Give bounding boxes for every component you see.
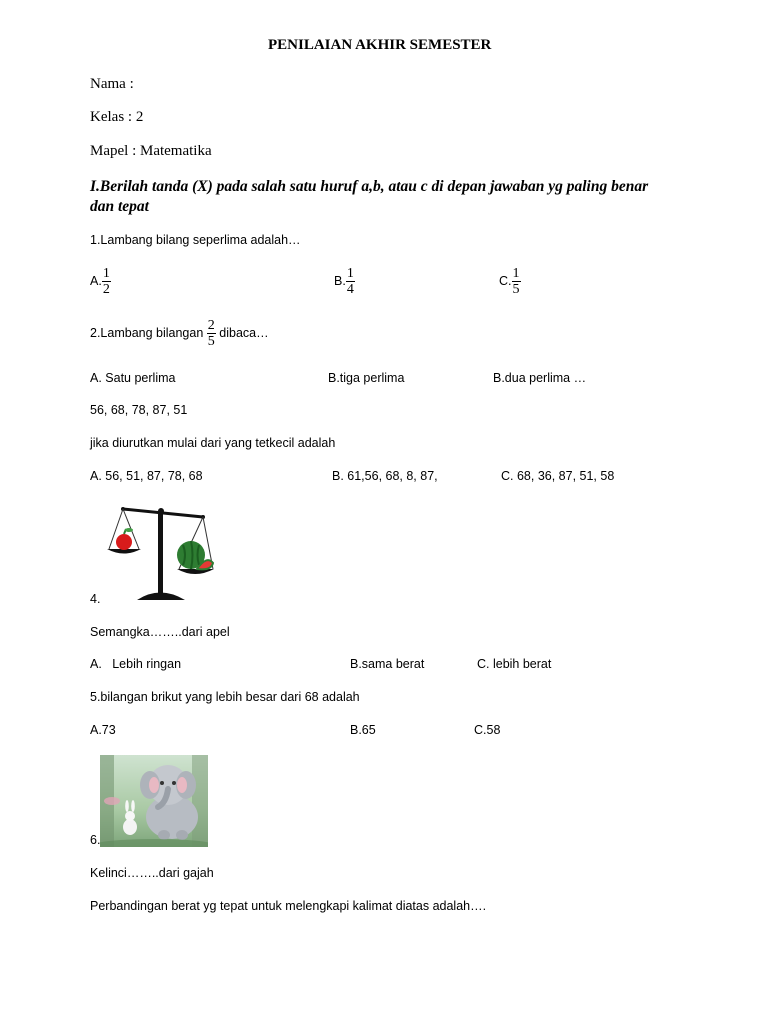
q1-option-a-prefix: A.	[90, 273, 102, 288]
q1-option-b-prefix: B.	[334, 273, 346, 288]
question-4-number: 4.	[90, 592, 101, 606]
fraction-numerator: 1	[102, 266, 110, 281]
fraction-denominator: 2	[102, 282, 110, 297]
fraction	[102, 266, 111, 297]
q3-option-a[interactable]: A. 56, 51, 87, 78, 68	[90, 469, 203, 483]
q5-option-b[interactable]: B.65	[350, 723, 376, 737]
fraction	[512, 266, 521, 297]
question-6-question: Perbandingan berat yg tepat untuk melengkapi kalimat diatas adalah….	[90, 899, 487, 913]
q1-option-b[interactable]	[334, 266, 355, 297]
fraction-numerator: 2	[207, 318, 215, 333]
balance-scale-icon	[103, 503, 215, 603]
q2-option-a[interactable]: A. Satu perlima	[90, 371, 176, 385]
nama-field-label: Nama :	[90, 76, 134, 92]
q5-option-a[interactable]: A.73	[90, 723, 116, 737]
q1-option-a[interactable]	[90, 266, 111, 297]
q1-option-c-prefix: C.	[499, 273, 512, 288]
page-title: PENILAIAN AKHIR SEMESTER	[268, 37, 492, 53]
instruction-heading: I.Berilah tanda (X) pada salah satu huruf a,b, atau c di depan jawaban yg paling benar dan tepat	[90, 178, 649, 215]
question-4-text: Semangka……..dari apel	[90, 625, 230, 639]
q2-prefix: 2.Lambang bilangan	[90, 325, 204, 340]
fraction	[346, 266, 355, 297]
question-6-number: 6.	[90, 833, 101, 847]
fraction	[207, 318, 216, 349]
q3-option-c[interactable]: C. 68, 36, 87, 51, 58	[501, 469, 615, 483]
q4-option-c[interactable]: C. lebih berat	[477, 657, 552, 671]
fraction-numerator: 1	[346, 266, 354, 281]
question-6-text: Kelinci……..dari gajah	[90, 866, 214, 880]
question-5-text: 5.bilangan brikut yang lebih besar dari 68 adalah	[90, 690, 360, 704]
kelas-label: Kelas : 2	[90, 109, 144, 125]
q5-option-c[interactable]: C.58	[474, 723, 501, 737]
q2-option-b[interactable]: B.tiga perlima	[328, 371, 405, 385]
q2-suffix: dibaca…	[219, 325, 269, 340]
fraction-denominator: 5	[207, 334, 215, 349]
mapel-label: Mapel : Matematika	[90, 143, 212, 159]
fraction-denominator: 5	[512, 282, 520, 297]
question-3-text: jika diurutkan mulai dari yang tetkecil adalah	[90, 436, 336, 450]
question-1-text: 1.Lambang bilang seperlima adalah…	[90, 233, 301, 247]
q3-option-b[interactable]: B. 61,56, 68, 8, 87,	[332, 469, 438, 483]
fraction-denominator: 4	[346, 282, 354, 297]
fraction-numerator: 1	[512, 266, 520, 281]
q2-option-c[interactable]: B.dua perlima …	[493, 371, 587, 385]
q1-option-c[interactable]	[499, 266, 521, 297]
q4-option-a[interactable]: A. Lebih ringan	[90, 657, 182, 671]
q4-option-b[interactable]: B.sama berat	[350, 657, 425, 671]
question-2-text	[90, 318, 269, 349]
question-3-numbers: 56, 68, 78, 87, 51	[90, 403, 188, 417]
elephant-rabbit-icon	[100, 755, 208, 847]
